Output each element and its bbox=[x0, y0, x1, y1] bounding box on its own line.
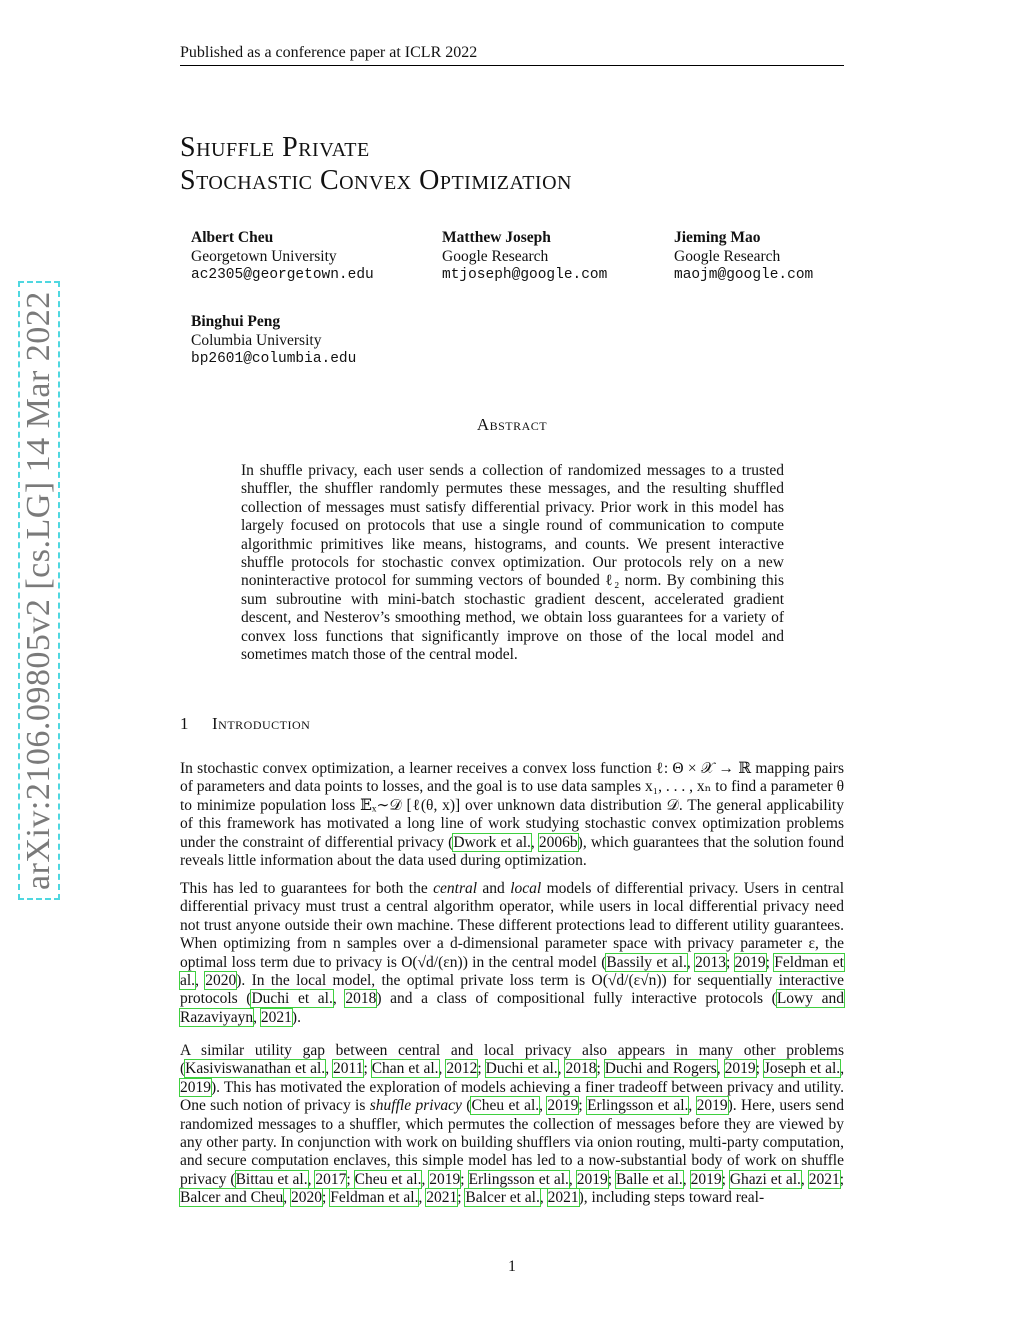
separator: ; bbox=[765, 953, 775, 971]
citation-link[interactable]: Joseph et al. bbox=[763, 1060, 841, 1078]
separator: , bbox=[800, 1170, 809, 1188]
running-header: Published as a conference paper at ICLR 2022 bbox=[180, 44, 478, 61]
author-name: Jieming Mao bbox=[674, 229, 761, 246]
citation-link[interactable]: 2017 bbox=[315, 1170, 347, 1188]
citation-link[interactable]: 2021 bbox=[808, 1170, 840, 1188]
citation-link[interactable]: Bittau et al. bbox=[235, 1170, 308, 1188]
author-name: Albert Cheu bbox=[191, 229, 274, 246]
text-run: ). bbox=[291, 1008, 301, 1026]
author-affiliation: Georgetown University bbox=[191, 248, 337, 265]
emphasis: local bbox=[510, 880, 542, 897]
separator: ; bbox=[596, 1060, 605, 1078]
citation-link[interactable]: Balle et al. bbox=[615, 1170, 683, 1188]
separator: , bbox=[716, 1060, 725, 1078]
citation-link[interactable]: 2021 bbox=[547, 1189, 579, 1207]
separator: ; bbox=[363, 1060, 372, 1078]
separator: , bbox=[688, 1097, 697, 1115]
citation-link[interactable]: 2019 bbox=[547, 1097, 579, 1115]
author-block-2 bbox=[442, 228, 607, 285]
arxiv-stamp[interactable]: arXiv:2106.09805v2 [cs.LG] 14 Mar 2022 bbox=[18, 281, 60, 900]
section-number: 1 bbox=[180, 714, 189, 733]
separator: , bbox=[539, 1189, 548, 1207]
emphasis: central bbox=[433, 880, 478, 897]
abstract-heading: Abstract bbox=[476, 415, 548, 434]
intro-paragraph-3 bbox=[180, 1042, 844, 1208]
intro-paragraph-2 bbox=[180, 880, 844, 1027]
separator: ; bbox=[755, 1060, 764, 1078]
separator: , bbox=[421, 1170, 430, 1188]
citation-link[interactable]: Cheu et al. bbox=[471, 1097, 540, 1115]
author-name: Binghui Peng bbox=[191, 313, 281, 330]
citation-link[interactable]: 2020 bbox=[205, 972, 237, 990]
separator: , bbox=[283, 1189, 292, 1207]
separator: , bbox=[568, 1170, 577, 1188]
author-affiliation: Google Research bbox=[442, 248, 549, 265]
text-run: In stochastic convex optimization, a learner receives a convex loss function ℓ: Θ × 𝒳 → ℝ mapping pairs of parameters and data points to losses, and the goal is to use data samples x₁, . . . , xₙ to find a parameter θ to minimize population loss 𝔼ₓ∼𝒟 [ℓ(θ, x)] over unknown data distribution 𝒟. The general applicability of this framework has motivated a long line of work studying stochastic convex optimization problems under the constraint of differential privacy ( bbox=[180, 760, 844, 851]
citation-link[interactable]: Feldman et al. bbox=[180, 953, 844, 990]
separator: ; bbox=[477, 1060, 486, 1078]
separator: , bbox=[682, 1170, 691, 1188]
text-run: This has led to guarantees for both the bbox=[180, 880, 434, 897]
separator: , bbox=[307, 1170, 316, 1188]
citation-link[interactable]: Bassily et al. bbox=[606, 953, 687, 971]
citation-link[interactable]: Feldman et al. bbox=[330, 1189, 419, 1207]
citation-link[interactable]: 2018 bbox=[565, 1060, 597, 1078]
page-number: 1 bbox=[508, 1258, 516, 1275]
intro-paragraph-1 bbox=[180, 760, 844, 870]
citation-link[interactable]: 2006b bbox=[538, 833, 578, 851]
author-block-3 bbox=[674, 228, 813, 285]
citation-link[interactable]: Lowy and Razaviyayn bbox=[180, 990, 844, 1026]
author-affiliation: Columbia University bbox=[191, 332, 322, 349]
citation-link[interactable]: Balcer et al. bbox=[465, 1189, 540, 1207]
text-run: ). Here, users send randomized messages to a shuffler, which permutes the collection of messages before they are viewed by any other party. In conjunction with work on building shufflers via onion routing, multi-party computation, and secure computation enclaves, this simple model has led to a now-substantial body of work on shuffle privacy ( bbox=[180, 1097, 845, 1188]
author-email[interactable]: bp2601@columbia.edu bbox=[191, 351, 357, 367]
citation-link[interactable]: Duchi et al. bbox=[251, 990, 333, 1008]
separator: ; bbox=[322, 1189, 331, 1207]
separator: , bbox=[840, 1060, 845, 1078]
citation-link[interactable]: Ghazi et al. bbox=[729, 1170, 801, 1188]
separator: ; bbox=[578, 1097, 588, 1115]
separator: ; bbox=[721, 1170, 730, 1188]
section-heading bbox=[180, 714, 310, 734]
text-run: ). This has motivated the exploration of models achieving a finer tradeoff between privacy and utility. One such notion of privacy is bbox=[180, 1078, 844, 1115]
separator: , bbox=[539, 1097, 548, 1115]
citation-link[interactable]: Erlingsson et al. bbox=[587, 1097, 689, 1115]
title-line-1: Shuffle Private bbox=[180, 132, 370, 163]
citation-link[interactable]: 2011 bbox=[333, 1060, 364, 1078]
separator: , bbox=[325, 1060, 334, 1078]
author-name: Matthew Joseph bbox=[442, 229, 551, 246]
separator: ; bbox=[346, 1170, 355, 1188]
author-email[interactable]: ac2305@georgetown.edu bbox=[191, 267, 374, 283]
separator: ; bbox=[457, 1189, 466, 1207]
text-run: ) and a class of compositional fully interactive protocols ( bbox=[376, 990, 777, 1008]
separator: , bbox=[253, 1008, 261, 1026]
citation-link[interactable]: Kasiviswanathan et al. bbox=[185, 1060, 326, 1078]
separator: , bbox=[438, 1060, 447, 1078]
text-run: and bbox=[477, 880, 511, 897]
citation-link[interactable]: 2019 bbox=[690, 1170, 722, 1188]
citation-link[interactable]: 2018 bbox=[345, 990, 377, 1008]
citation-link[interactable]: 2019 bbox=[724, 1060, 756, 1078]
separator: , bbox=[332, 990, 346, 1008]
citation-link[interactable]: Chan et al. bbox=[371, 1060, 439, 1078]
emphasis: shuffle privacy bbox=[369, 1097, 462, 1115]
citation-link[interactable]: 2019 bbox=[696, 1097, 728, 1115]
text-run: ), including steps toward real- bbox=[578, 1189, 765, 1207]
citation-link[interactable]: 2019 bbox=[576, 1170, 608, 1188]
separator: , bbox=[557, 1060, 566, 1078]
abstract-text: In shuffle privacy, each user sends a collection of randomized messages to a trusted shuffler, the shuffler randomly permutes these messages, and the resulting shuffled collection of messages must satisfy differential privacy. Prior work in this model has largely focused on protocols that use a single round of communication to compute algorithmic primitives like means, histograms, and counts. We present interactive shuffle protocols for stochastic convex optimization. Our protocols rely on a new noninteractive protocol for summing vectors of bounded ℓ₂ norm. By combining this sum subroutine with mini-batch stochastic gradient descent, accelerated gradient descent, and Nesterov’s smoothing method, we obtain loss guarantees for a variety of convex loss functions that significantly improve on those of the local model and sometimes match those of the central model. bbox=[241, 462, 784, 664]
citation-link[interactable]: Erlingsson et al. bbox=[468, 1170, 569, 1188]
title-line-2: Stochastic Convex Optimization bbox=[180, 165, 572, 196]
section-title: Introduction bbox=[212, 714, 311, 733]
citation-link[interactable]: Duchi et al. bbox=[485, 1060, 558, 1078]
text-run: ( bbox=[461, 1097, 472, 1115]
citation-link[interactable]: 2020 bbox=[291, 1189, 323, 1207]
separator: , bbox=[530, 833, 539, 851]
paper-title bbox=[180, 131, 572, 197]
separator: ; bbox=[839, 1170, 845, 1188]
citation-link[interactable]: 2019 bbox=[429, 1170, 461, 1188]
text-run: ). In the local model, the optimal private loss term is O(√d/(ε√n)) for sequentially interactive protocols ( bbox=[180, 972, 845, 1008]
citation-link[interactable]: Dwork et al. bbox=[453, 833, 531, 851]
separator: ; bbox=[726, 953, 735, 971]
header-rule bbox=[180, 65, 844, 66]
separator: , bbox=[195, 972, 206, 990]
citation-link[interactable]: 2021 bbox=[426, 1189, 458, 1207]
citation-link[interactable]: Duchi and Rogers bbox=[604, 1060, 717, 1078]
citation-link[interactable]: Balcer and Cheu bbox=[180, 1189, 284, 1207]
text-run: A similar utility gap between central and local privacy also appears in many other problems ( bbox=[180, 1042, 844, 1078]
text-run: ), which guarantees that the solution found reveals little information about the data used during optimization. bbox=[180, 833, 844, 870]
citation-link[interactable]: Cheu et al. bbox=[354, 1170, 422, 1188]
separator: , bbox=[686, 953, 696, 971]
text-run: models of differential privacy. Users in central differential privacy must trust a central algorithm operator, while users in local differential privacy need not trust anyone outside their own machine. These different protections lead to different utility guarantees. When optimizing from n samples over a d-dimensional parameter space with privacy parameter ε, the optimal loss term due to privacy is O(√d/(εn)) in the central model ( bbox=[180, 880, 844, 971]
citation-link[interactable]: 2012 bbox=[446, 1060, 478, 1078]
separator: ; bbox=[460, 1170, 469, 1188]
separator: ; bbox=[607, 1170, 616, 1188]
author-email[interactable]: mtjoseph@google.com bbox=[442, 267, 608, 283]
citation-link[interactable]: 2019 bbox=[734, 953, 766, 971]
citation-link[interactable]: 2013 bbox=[695, 953, 727, 971]
citation-link[interactable]: 2021 bbox=[260, 1008, 292, 1026]
author-affiliation: Google Research bbox=[674, 248, 781, 265]
author-block-4 bbox=[191, 312, 356, 369]
citation-link[interactable]: 2019 bbox=[180, 1078, 211, 1096]
author-block-1 bbox=[191, 228, 374, 285]
author-email[interactable]: maojm@google.com bbox=[674, 267, 814, 283]
separator: , bbox=[418, 1189, 427, 1207]
